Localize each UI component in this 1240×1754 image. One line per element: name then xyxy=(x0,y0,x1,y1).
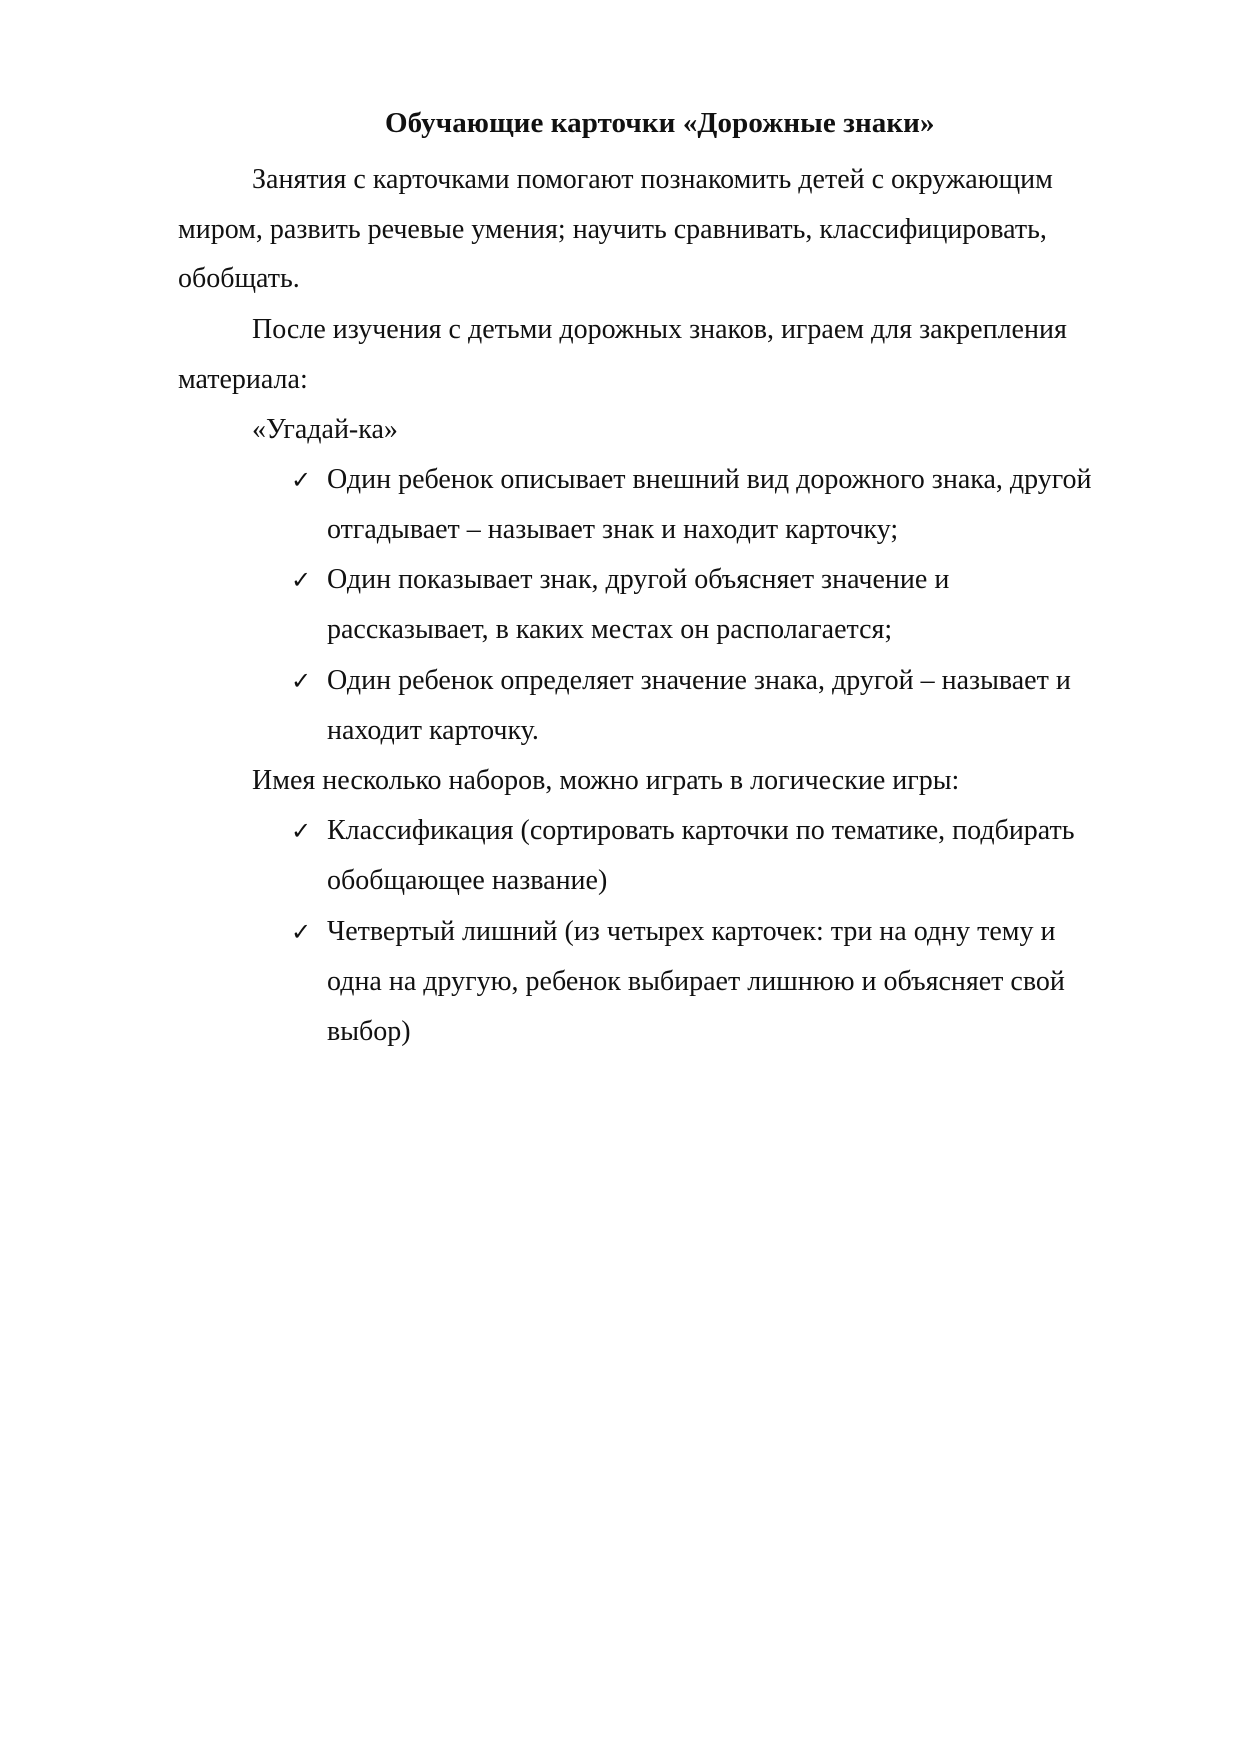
list-item-line: Классификация (сортировать карточки по тематике, подбирать xyxy=(327,815,1075,846)
list-item-line: одна на другую, ребенок выбирает лишнюю и объясняет свой xyxy=(327,966,1065,997)
intro-line-2: миром, развить речевые умения; научить сравнивать, классифицировать, xyxy=(178,214,1047,245)
list-item-line: отгадывает – называет знак и находит карточку; xyxy=(327,514,899,545)
sets-intro: Имея несколько наборов, можно играть в логические игры: xyxy=(252,765,960,796)
list-item-line: выбор) xyxy=(327,1016,411,1047)
after-line-2: материала: xyxy=(178,364,308,395)
list-item-line: находит карточку. xyxy=(327,715,539,746)
list-item-line: рассказывает, в каких местах он располагается; xyxy=(327,614,893,645)
checkmark-icon: ✓ xyxy=(291,466,312,494)
after-line-1: После изучения с детьми дорожных знаков, играем для закрепления xyxy=(252,314,1067,345)
page-title: Обучающие карточки «Дорожные знаки» xyxy=(385,107,935,139)
list-item-line: Один показывает знак, другой объясняет значение и xyxy=(327,564,950,595)
list-item-line: Один ребенок определяет значение знака, другой – называет и xyxy=(327,665,1071,696)
list-item-line: Один ребенок описывает внешний вид дорожного знака, другой xyxy=(327,464,1092,495)
list-item-line: обобщающее название) xyxy=(327,865,608,896)
intro-line-3: обобщать. xyxy=(178,263,300,294)
list-item-line: Четвертый лишний (из четырех карточек: три на одну тему и xyxy=(327,916,1056,947)
checkmark-icon: ✓ xyxy=(291,566,312,594)
checkmark-icon: ✓ xyxy=(291,667,312,695)
game-name: «Угадай-ка» xyxy=(252,414,398,445)
intro-line-1: Занятия с карточками помогают познакомить детей с окружающим xyxy=(252,164,1053,195)
checkmark-icon: ✓ xyxy=(291,918,312,946)
checkmark-icon: ✓ xyxy=(291,817,312,845)
